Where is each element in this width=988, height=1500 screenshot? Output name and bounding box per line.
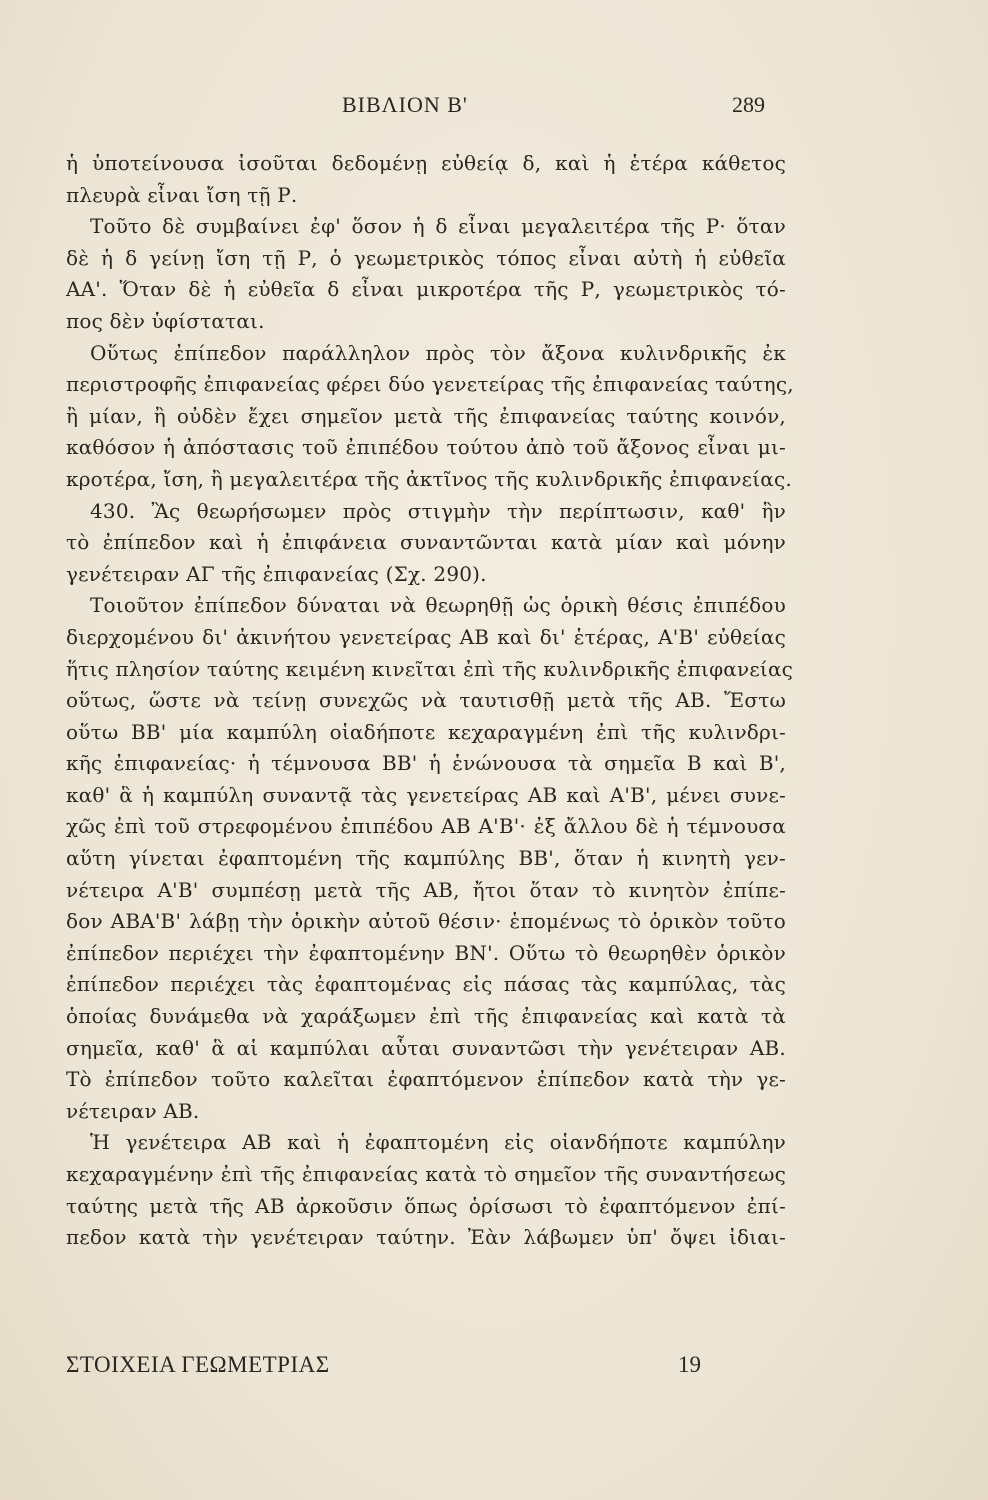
text-line: νέτειραν ΑΒ. <box>66 1098 200 1123</box>
text-line: γενέτειραν ΑΓ τῆς ἐπιφανείας (Σχ. 290). <box>66 561 487 586</box>
text-line: κῆς ἐπιφανείας· ἡ τέμνουσα ΒΒ' ἡ ἑνώνουσα τὰ σημεῖα Β καὶ Β', <box>66 751 786 776</box>
text-line: Τὸ ἐπίπεδον τοῦτο καλεῖται ἐφαπτόμενον ἐπίπεδον κατὰ τὴν γε- <box>66 1067 786 1092</box>
text-line: πεδον κατὰ τὴν γενέτειραν ταύτην. Ἐὰν λάβωμεν ὑπ' ὄψει ἰδιαι- <box>66 1225 786 1250</box>
printer-signature <box>66 1352 726 1386</box>
running-head <box>0 92 988 122</box>
text-line: πος δὲν ὑφίσταται. <box>66 308 265 333</box>
text-line: οὕτω ΒΒ' μία καμπύλη οἱαδήποτε κεχαραγμένη ἐπὶ τῆς κυλινδρι- <box>66 719 786 744</box>
text-line: ἢ μίαν, ἢ οὐδὲν ἔχει σημεῖον μετὰ τῆς ἐπιφανείας ταύτης κοινόν, <box>66 403 786 428</box>
text-line: χῶς ἐπὶ τοῦ στρεφομένου ἐπιπέδου ΑΒ Α'Β'· ἐξ ἄλλου δὲ ἡ τέμνουσα <box>66 814 786 839</box>
text-line: ὁποίας δυνάμεθα νὰ χαράξωμεν ἐπὶ τῆς ἐπιφανείας καὶ κατὰ τὰ <box>66 1004 786 1029</box>
text-line: διερχομένου δι' ἀκινήτου γενετείρας ΑΒ καὶ δι' ἑτέρας, Α'Β' εὐθείας <box>66 624 786 649</box>
text-line: ἥτις πλησίον ταύτης κειμένη κινεῖται ἐπὶ τῆς κυλινδρικῆς ἐπιφανείας <box>66 656 794 681</box>
text-line: ἐπίπεδον περιέχει τὴν ἐφαπτομένην ΒΝ'. Οὕτω τὸ θεωρηθὲν ὁρικὸν <box>66 940 786 965</box>
running-title: ΒΙΒΛΙΟΝ Β' <box>342 92 468 117</box>
body-text <box>66 148 794 1254</box>
text-line: δὲ ἡ δ γείνῃ ἴση τῇ Ρ, ὁ γεωμετρικὸς τόπος εἶναι αὐτὴ ἡ εὐθεῖα <box>66 245 786 270</box>
text-line: νέτειρα Α'Β' συμπέσῃ μετὰ τῆς ΑΒ, ἤτοι ὅταν τὸ κινητὸν ἐπίπε- <box>66 877 786 902</box>
text-line: δον ΑΒΑ'Β' λάβῃ τὴν ὁρικὴν αὐτοῦ θέσιν· ἑπομένως τὸ ὁρικὸν τοῦτο <box>66 909 786 934</box>
text-line: ΑΑ'. Ὅταν δὲ ἡ εὐθεῖα δ εἶναι μικροτέρα τῆς Ρ, γεωμετρικὸς τό- <box>66 277 786 302</box>
text-line: Οὕτως ἐπίπεδον παράλληλον πρὸς τὸν ἄξονα κυλινδρικῆς ἐκ <box>90 340 786 365</box>
text-line: ταύτης μετὰ τῆς ΑΒ ἀρκοῦσιν ὅπως ὁρίσωσι τὸ ἐφαπτόμενον ἐπί- <box>66 1193 786 1218</box>
text-line: Ἡ γενέτειρα ΑΒ καὶ ἡ ἐφαπτομένη εἰς οἱανδήποτε καμπύλην <box>90 1130 786 1155</box>
signature-title: ΣΤΟΙΧΕΙΑ ΓΕΩΜΕΤΡΙΑΣ <box>66 1352 330 1377</box>
text-line: σημεῖα, καθ' ἃ αἱ καμπύλαι αὗται συναντῶσι τὴν γενέτειραν ΑΒ. <box>66 1035 786 1060</box>
text-line: τὸ ἐπίπεδον καὶ ἡ ἐπιφάνεια συναντῶνται κατὰ μίαν καὶ μόνην <box>66 530 786 555</box>
text-line: καθόσον ἡ ἀπόστασις τοῦ ἐπιπέδου τούτου ἀπὸ τοῦ ἄξονος εἶναι μι- <box>66 435 786 460</box>
text-line: ἡ ὑποτείνουσα ἰσοῦται δεδομένῃ εὐθείᾳ δ, καὶ ἡ ἑτέρα κάθετος <box>66 151 786 175</box>
text-line: κροτέρα, ἴση, ἢ μεγαλειτέρα τῆς ἀκτῖνος τῆς κυλινδρικῆς ἐπιφανείας. <box>66 466 792 491</box>
text-line: ἐπίπεδον περιέχει τὰς ἐφαπτομένας εἰς πάσας τὰς καμπύλας, τὰς <box>66 972 786 997</box>
text-line: περιστροφῆς ἐπιφανείας φέρει δύο γενετείρας τῆς ἐπιφανείας ταύτης, <box>66 372 794 397</box>
text-line: αὕτη γίνεται ἐφαπτομένη τῆς καμπύλης ΒΒ', ὅταν ἡ κινητὴ γεν- <box>66 846 786 871</box>
text-line: Τοῦτο δὲ συμβαίνει ἐφ' ὅσον ἡ δ εἶναι μεγαλειτέρα τῆς Ρ· ὅταν <box>90 214 786 239</box>
text-line: καθ' ἃ ἡ καμπύλη συναντᾷ τὰς γενετείρας ΑΒ καὶ Α'Β', μένει συνε- <box>66 782 786 807</box>
page-number: 289 <box>732 92 765 117</box>
text-line: Τοιοῦτον ἐπίπεδον δύναται νὰ θεωρηθῇ ὡς ὁρικὴ θέσις ἐπιπέδου <box>90 593 786 618</box>
text-line: πλευρὰ εἶναι ἴση τῇ Ρ. <box>66 182 298 207</box>
signature-number: 19 <box>678 1352 701 1377</box>
text-line: κεχαραγμένην ἐπὶ τῆς ἐπιφανείας κατὰ τὸ σημεῖον τῆς συναντήσεως <box>66 1162 786 1186</box>
text-line: οὕτως, ὥστε νὰ τείνῃ συνεχῶς νὰ ταυτισθῇ μετὰ τῆς ΑΒ. Ἔστω <box>66 688 786 713</box>
section-heading-line: 430. Ἂς θεωρήσωμεν πρὸς στιγμὴν τὴν περίπτωσιν, καθ' ἣν <box>90 498 786 523</box>
